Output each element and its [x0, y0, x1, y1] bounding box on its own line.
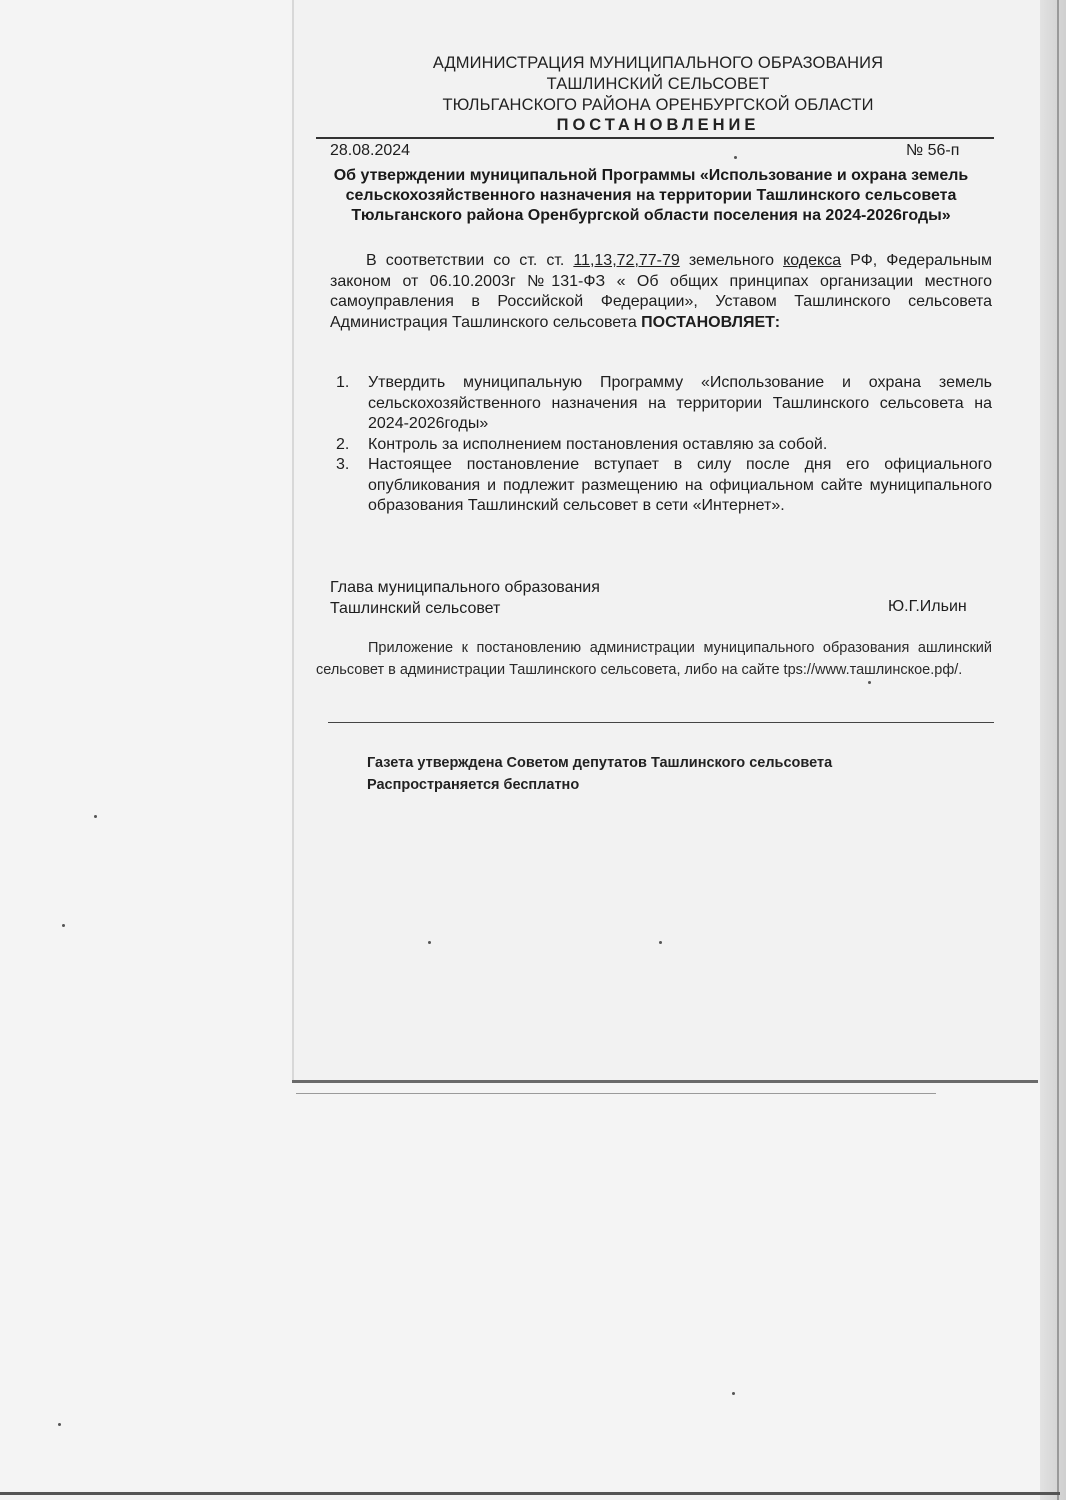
- list-item-number: 2.: [336, 435, 350, 453]
- list-item: [330, 435, 992, 456]
- gazette-footer: [367, 753, 832, 796]
- list-item-number: 3.: [336, 456, 350, 473]
- list-item: [330, 373, 992, 435]
- preamble-text-3: РФ, Федеральным законом от 06.10.2003г №131-ФЗ « Об общих принципах организации местного самоуправления в Российской Федерации», Уставом Ташлинского сельсовета Администрация Ташлинского сельсовета: [330, 252, 992, 331]
- list-item-text: Настоящее постановление вступает в силу после дня его официального опубликования и подлежит размещению на официальном сайте муниципального образования Ташлинский сельсовет в сети «Интернет».: [368, 456, 992, 514]
- header-line-3: ТЮЛЬГАНСКОГО РАЙОНА ОРЕНБУРГСКОЙ ОБЛАСТИ: [442, 96, 874, 114]
- scan-speck: [428, 941, 431, 944]
- document-date: 28.08.2024: [330, 142, 411, 159]
- header-line-2: ТАШЛИНСКИЙ СЕЛЬСОВЕТ: [546, 75, 770, 93]
- decree-items-list: [330, 373, 992, 517]
- page-right-shadow: [1040, 0, 1066, 1500]
- header-line-1: АДМИНИСТРАЦИЯ МУНИЦИПАЛЬНОГО ОБРАЗОВАНИЯ: [432, 54, 884, 72]
- scan-speck: [62, 924, 65, 927]
- list-item-text: Утвердить муниципальную Программу «Использование и охрана земель сельскохозяйственного назначения на территории Ташлинского сельсовета на 2024-2026годы»: [368, 374, 992, 432]
- preamble-decree-verb: ПОСТАНОВЛЯЕТ:: [641, 313, 781, 331]
- preamble-paragraph: [330, 251, 992, 333]
- signatory-title-line-1: Глава муниципального образования: [330, 579, 600, 596]
- gazette-line-2: Распространяется бесплатно: [367, 776, 580, 793]
- preamble-text-2: земельного: [679, 252, 784, 269]
- document-number: № 56-п: [906, 142, 960, 159]
- preamble-text-1: В соответствии со ст. ст.: [366, 252, 574, 269]
- preamble-code: кодекса: [783, 252, 842, 269]
- gazette-line-1: Газета утверждена Советом депутатов Ташлинского сельсовета: [367, 755, 833, 771]
- scan-speck: [94, 815, 97, 818]
- list-item-text: Контроль за исполнением постановления оставляю за собой.: [368, 435, 828, 453]
- list-item-number: 1.: [336, 374, 350, 391]
- page-right-edge: [1057, 0, 1059, 1500]
- inner-sheet-left-edge: [292, 0, 294, 1082]
- inner-sheet-bottom-shadow: [296, 1093, 936, 1094]
- header-divider: [316, 137, 994, 139]
- scan-speck: [58, 1423, 61, 1426]
- scan-speck: [659, 941, 662, 944]
- signatory-title: [330, 578, 600, 619]
- scan-speck: [868, 681, 871, 684]
- document-title: Об утверждении муниципальной Программы «Использование и охрана земель сельскохозяйственного назначения на территории Ташлинского сельсовета Тюльганского района Оренбургской области поселения на 2024-2026годы»: [333, 167, 969, 224]
- page-bottom-edge: [0, 1492, 1060, 1495]
- document-type: ПОСТАНОВЛЕНИЕ: [556, 116, 760, 134]
- signatory-title-line-2: Ташлинский сельсовет: [330, 599, 501, 617]
- footer-divider: [328, 722, 994, 723]
- signatory-name: Ю.Г.Ильин: [888, 598, 967, 615]
- inner-sheet-bottom-edge: [292, 1080, 1038, 1083]
- preamble-articles: 11,13,72,77-79: [573, 252, 680, 269]
- appendix-note: Приложение к постановлению администрации муниципального образования ашлинский сельсовет в администрации Ташлинского сельсовета, либо на сайте tps://www.ташлинское.рф/.: [316, 640, 992, 678]
- list-item: [330, 455, 992, 517]
- scan-speck: [732, 1392, 735, 1395]
- scan-speck: [734, 156, 737, 159]
- inner-sheet: [292, 0, 1040, 1082]
